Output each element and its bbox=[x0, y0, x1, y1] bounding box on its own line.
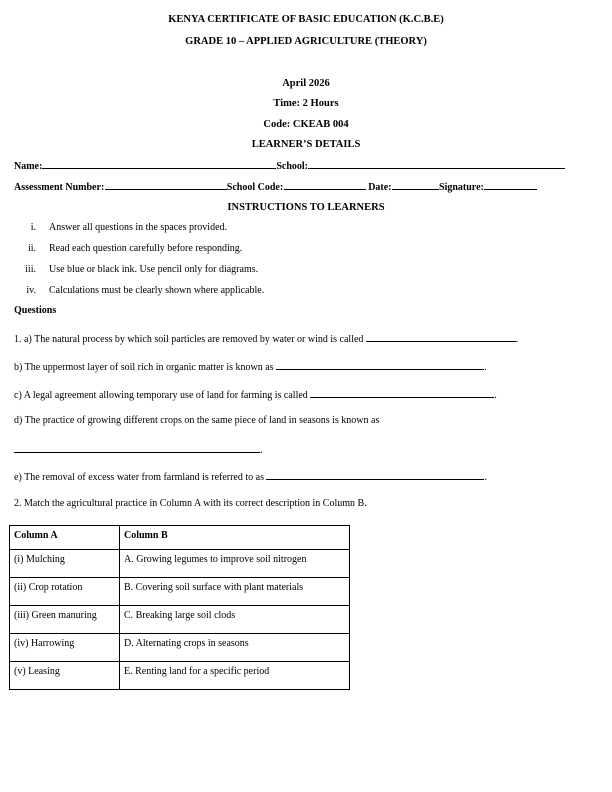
column-b-header: Column B bbox=[120, 526, 350, 550]
exam-code: Code: CKEAB 004 bbox=[263, 119, 349, 130]
instruction-number: iv. bbox=[26, 285, 36, 296]
question-1b-text: b) The uppermost layer of soil rich in organic matter is known as bbox=[14, 362, 274, 373]
answer-1c-field[interactable] bbox=[310, 388, 494, 398]
learner-details-title: LEARNER’S DETAILS bbox=[251, 139, 361, 150]
period: . bbox=[515, 334, 519, 345]
column-b-cell: C. Breaking large soil clods bbox=[120, 606, 350, 634]
assessment-number-field[interactable] bbox=[105, 180, 227, 190]
table-row bbox=[10, 550, 350, 578]
instruction-item bbox=[14, 285, 264, 296]
answer-1a-field[interactable] bbox=[366, 332, 516, 342]
matching-table bbox=[9, 525, 350, 690]
question-1c-text: c) A legal agreement allowing temporary use of land for farming is called bbox=[14, 390, 308, 401]
instruction-number: ii. bbox=[27, 243, 36, 254]
name-label: Name: bbox=[14, 161, 43, 172]
instruction-item bbox=[14, 243, 242, 254]
instruction-item bbox=[14, 264, 258, 275]
question-2: 2. Match the agricultural practice in Column A with its correct description in Column B. bbox=[14, 498, 367, 509]
assessment-number-label: Assessment Number: bbox=[14, 182, 105, 193]
table-header-row bbox=[10, 526, 350, 550]
exam-title-line2: GRADE 10 – APPLIED AGRICULTURE (THEORY) bbox=[185, 36, 427, 47]
question-1d-answer bbox=[14, 443, 263, 456]
instruction-number: i. bbox=[30, 222, 36, 233]
column-b-cell: B. Covering soil surface with plant materials bbox=[120, 578, 350, 606]
column-b-cell: E. Renting land for a specific period bbox=[120, 662, 350, 690]
column-a-cell: (v) Leasing bbox=[10, 662, 120, 690]
signature-label: Signature: bbox=[439, 182, 484, 193]
instruction-text: Read each question carefully before responding. bbox=[49, 243, 243, 254]
period: . bbox=[260, 445, 263, 456]
period: . bbox=[484, 362, 487, 373]
answer-1b-field[interactable] bbox=[276, 360, 484, 370]
question-1a bbox=[14, 332, 518, 345]
column-a-cell: (iii) Green manuring bbox=[10, 606, 120, 634]
question-1e-text: e) The removal of excess water from farmland is referred to as bbox=[14, 472, 264, 483]
instruction-text: Calculations must be clearly shown where applicable. bbox=[49, 285, 265, 296]
name-row bbox=[14, 159, 565, 172]
signature-field[interactable] bbox=[484, 180, 537, 190]
exam-date: April 2026 bbox=[282, 78, 330, 89]
question-1a-text: 1. a) The natural process by which soil particles are removed by water or wind is called bbox=[14, 334, 364, 345]
column-b-cell: A. Growing legumes to improve soil nitrogen bbox=[120, 550, 350, 578]
column-a-cell: (iv) Harrowing bbox=[10, 634, 120, 662]
instruction-number: iii. bbox=[25, 264, 36, 275]
table-row bbox=[10, 578, 350, 606]
question-1e bbox=[14, 470, 487, 483]
answer-1d-field[interactable] bbox=[14, 443, 260, 453]
table-row bbox=[10, 634, 350, 662]
instruction-text: Use blue or black ink. Use pencil only for diagrams. bbox=[49, 264, 259, 275]
instruction-text: Answer all questions in the spaces provided. bbox=[49, 222, 228, 233]
column-b-cell: D. Alternating crops in seasons bbox=[120, 634, 350, 662]
column-a-cell: (ii) Crop rotation bbox=[10, 578, 120, 606]
school-code-label: School Code: bbox=[226, 182, 284, 193]
date-label: Date: bbox=[368, 182, 392, 193]
answer-1e-field[interactable] bbox=[266, 470, 484, 480]
question-1b bbox=[14, 360, 487, 373]
school-label: School: bbox=[276, 161, 308, 172]
question-1c bbox=[14, 388, 497, 401]
instruction-item bbox=[14, 222, 227, 233]
period: . bbox=[494, 390, 497, 401]
column-a-cell: (i) Mulching bbox=[10, 550, 120, 578]
table-row bbox=[10, 662, 350, 690]
exam-title-line1: KENYA CERTIFICATE OF BASIC EDUCATION (K.C.B.E) bbox=[168, 14, 444, 25]
period: . bbox=[484, 472, 487, 483]
questions-heading: Questions bbox=[14, 305, 57, 316]
exam-time: Time: 2 Hours bbox=[273, 98, 339, 109]
name-field[interactable] bbox=[42, 159, 276, 169]
date-field[interactable] bbox=[392, 180, 439, 190]
question-1d: d) The practice of growing different crops on the same piece of land in seasons is known as bbox=[14, 415, 380, 426]
instructions-title: INSTRUCTIONS TO LEARNERS bbox=[227, 202, 385, 213]
school-field[interactable] bbox=[308, 159, 565, 169]
assessment-row bbox=[14, 180, 537, 193]
column-a-header: Column A bbox=[10, 526, 120, 550]
school-code-field[interactable] bbox=[284, 180, 366, 190]
table-row bbox=[10, 606, 350, 634]
